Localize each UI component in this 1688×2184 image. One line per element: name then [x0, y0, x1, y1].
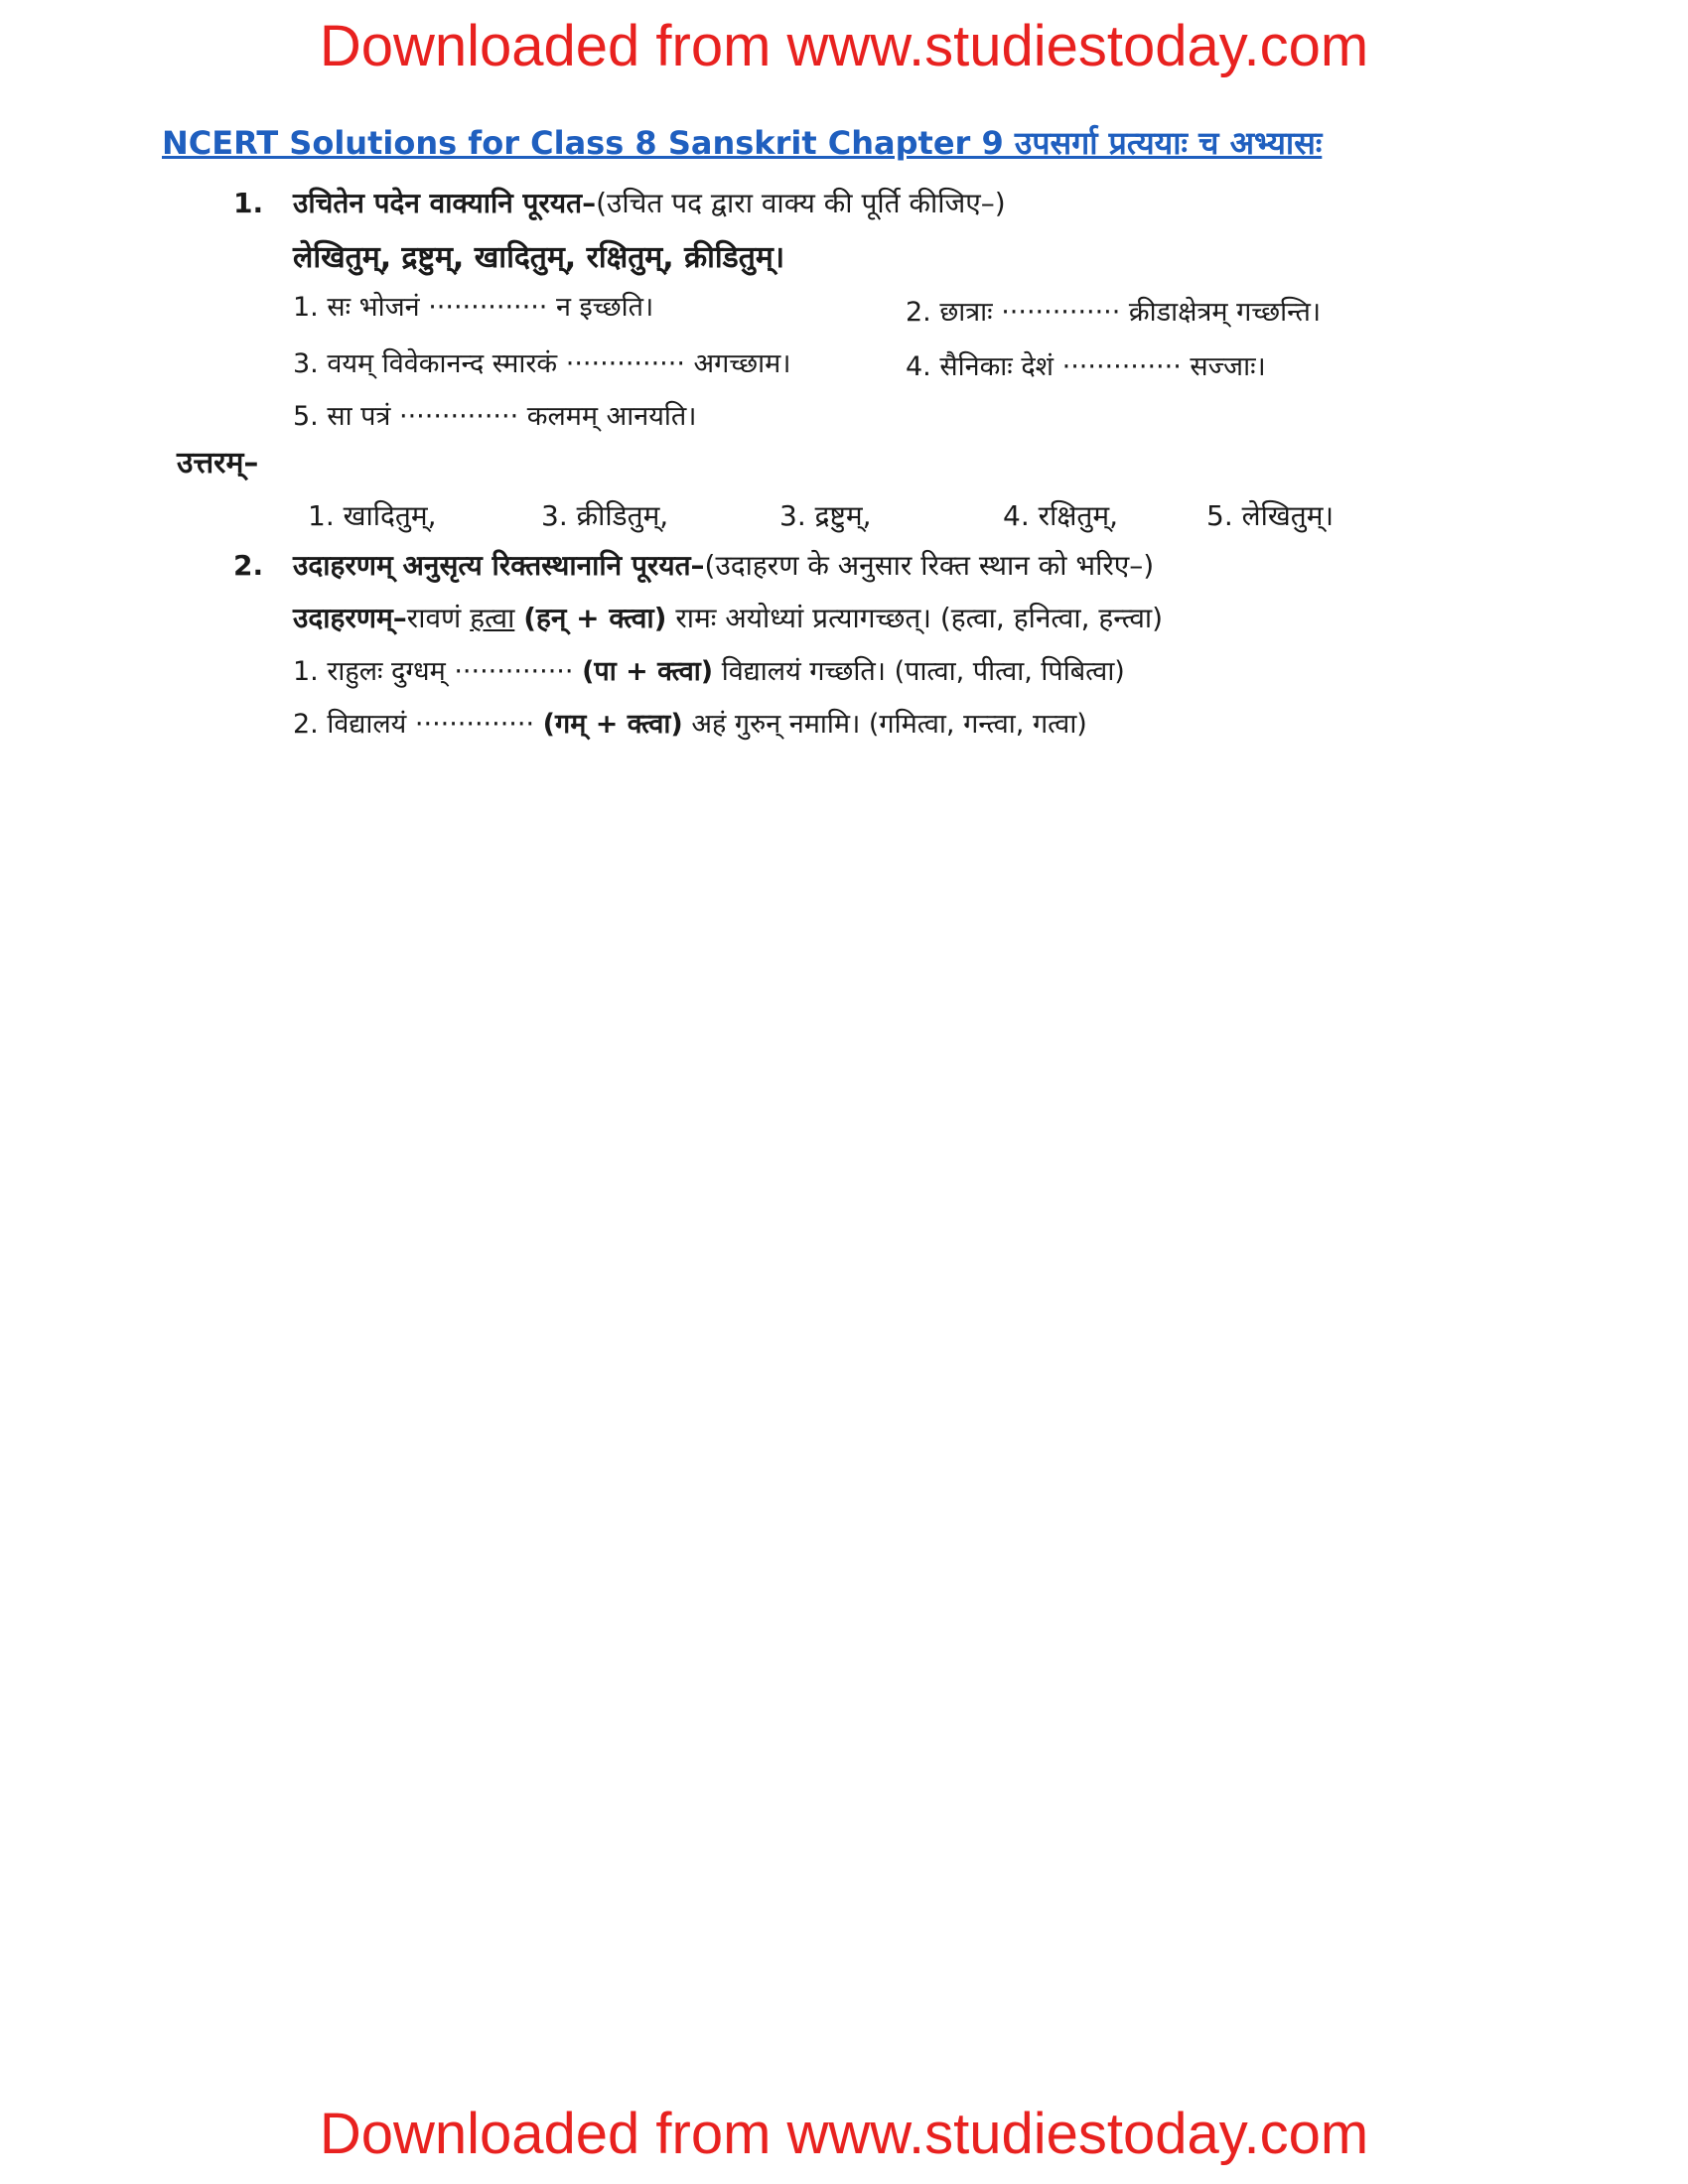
- question-1-instruction: उचितेन पदेन वाक्यानि पूरयत–: [293, 187, 597, 219]
- answer-item: 4. रक्षितुम्,: [1003, 499, 1118, 532]
- example-post: रामः अयोध्यां प्रत्यागच्छत्। (हत्वा, हनित्वा, हन्त्वा): [675, 602, 1164, 634]
- question-1-heading: [293, 184, 1006, 223]
- example-label: उदाहरणम्–: [293, 602, 407, 634]
- question-2-item-pre: 1. राहुलः दुग्धम् ··············: [293, 656, 574, 687]
- header-banner: Downloaded from www.studiestoday.com: [319, 14, 1369, 78]
- example-line: [293, 599, 1163, 638]
- question-2-item: [293, 652, 1125, 692]
- answer-item: 3. क्रीडितुम्,: [541, 499, 669, 532]
- question-1-item: 2. छात्राः ·············· क्रीडाक्षेत्रम् गच्छन्ति।: [906, 297, 1322, 328]
- question-2-hint: (उदाहरण के अनुसार रिक्त स्थान को भरिए–): [704, 549, 1155, 582]
- example-root: (हन् + क्त्वा): [523, 602, 667, 634]
- question-2-item: [293, 705, 1087, 745]
- answer-item: 5. लेखितुम्।: [1206, 499, 1335, 532]
- page-title[interactable]: NCERT Solutions for Class 8 Sanskrit Chapter 9 उपसर्गा प्रत्ययाः च अभ्यासः: [162, 124, 1323, 162]
- question-2-heading: [293, 546, 1154, 586]
- question-1-item: 1. सः भोजनं ·············· न इच्छति।: [293, 292, 654, 323]
- question-2-item-root: (पा + क्त्वा): [582, 656, 714, 687]
- answer-label: उत्तरम्–: [177, 446, 259, 480]
- question-1-item: 4. सैनिकाः देशं ·············· सज्जाः।: [906, 351, 1266, 382]
- question-1-item: 3. वयम् विवेकानन्द स्मारकं ·············· अगच्छाम।: [293, 348, 791, 379]
- question-2-item-post: अहं गुरुन् नमामि। (गमित्वा, गन्त्वा, गत्वा): [691, 709, 1087, 740]
- footer-banner: Downloaded from www.studiestoday.com: [319, 2102, 1369, 2166]
- answer-item: 1. खादितुम्,: [308, 499, 437, 532]
- question-2-instruction: उदाहरणम् अनुसृत्य रिक्तस्थानानि पूरयत–: [293, 549, 705, 582]
- word-bank: लेखितुम्, द्रष्टुम्, खादितुम्, रक्षितुम्, क्रीडितुम्।: [293, 240, 785, 275]
- question-2-item-root: (गम् + क्त्वा): [542, 709, 683, 740]
- question-1-hint: (उचित पद द्वारा वाक्य की पूर्ति कीजिए–): [596, 187, 1006, 219]
- example-answer: हत्वा: [470, 602, 515, 634]
- question-2-item-post: विद्यालयं गच्छति। (पात्वा, पीत्वा, पिबित्वा): [721, 656, 1125, 687]
- question-1-number: 1.: [233, 187, 264, 219]
- question-1-item: 5. सा पत्रं ·············· कलमम् आनयति।: [293, 401, 697, 432]
- answer-item: 3. द्रष्टुम्,: [779, 499, 872, 532]
- question-2-number: 2.: [233, 549, 264, 582]
- example-pre: रावणं: [406, 602, 462, 634]
- question-2-item-pre: 2. विद्यालयं ··············: [293, 709, 535, 740]
- answers-row: [308, 496, 1334, 536]
